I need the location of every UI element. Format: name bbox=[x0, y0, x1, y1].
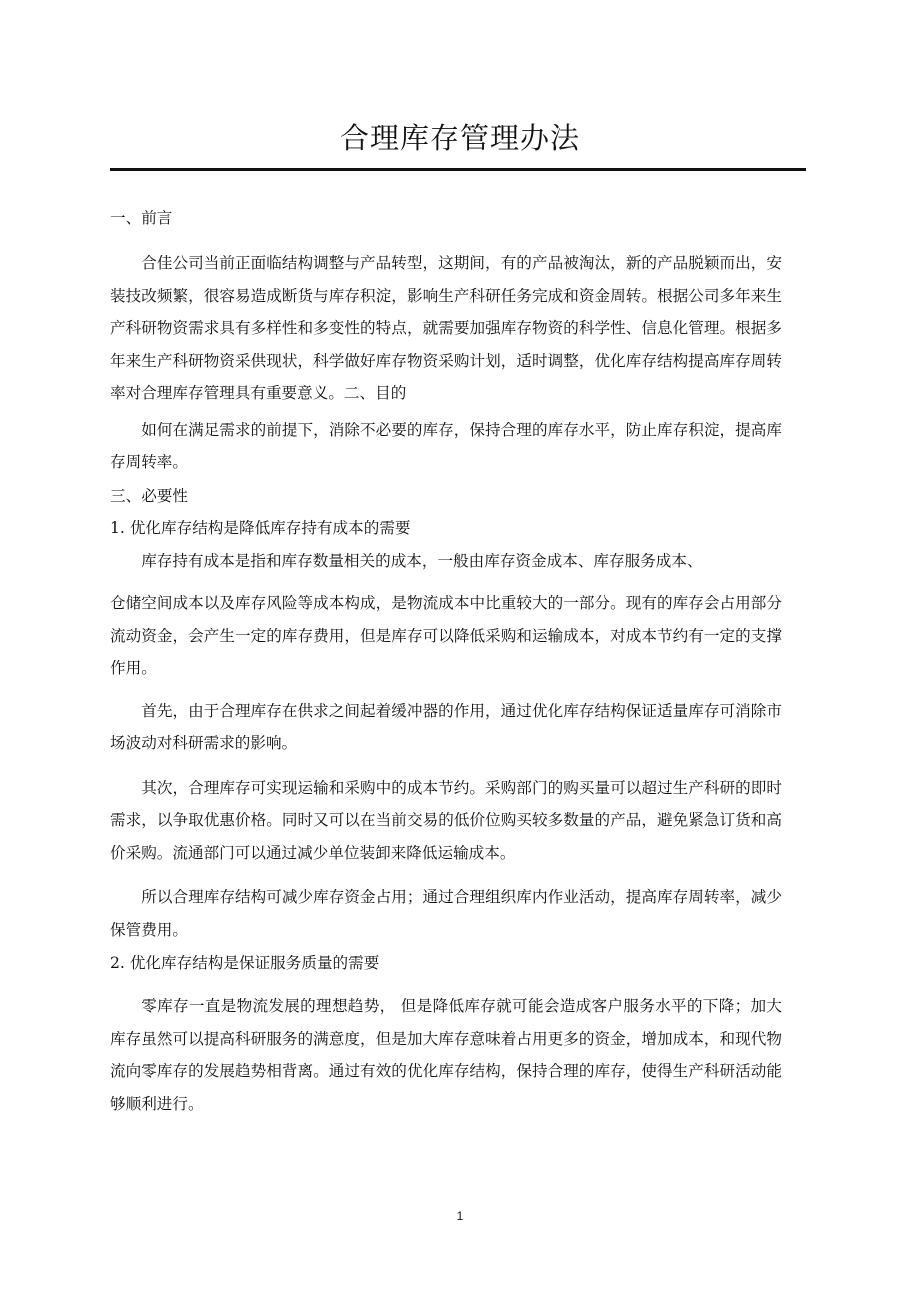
section-heading-preface: 一、前言 bbox=[110, 209, 173, 227]
paragraph-preface: 合佳公司当前正面临结构调整与产品转型，这期间，有的产品被淘汰，新的产品脱颖而出，安装技改频繁，很容易造成断货与库存积淀，影响生产科研任务完成和资金周转。根据公司多年来生产科研物资需求具有多样性和多变性的特点，就需要加强库存物资的科学性、信息化管理。根据多年来生产科研物资采供现状，科学做好库存物资采购计划，适时调整，优化库存结构提高库存周转率对合理库存管理具有重要意义。二、目的 bbox=[110, 254, 782, 402]
paragraph-therefore: 所以合理库存结构可减少库存资金占用；通过合理组织库内作业活动，提高库存周转率，减少保管费用。 bbox=[110, 888, 782, 939]
paragraph-zero-inventory: 零库存一直是物流发展的理想趋势， 但是降低库存就可能会造成客户服务水平的下降；加大库存虽然可以提高科研服务的满意度，但是加大库存意味着占用更多的资金，增加成本，和现代物流向零库存的发展趋势相背离。通过有效的优化库存结构，保持合理的库存，使得生产科研活动能够顺利进行。 bbox=[110, 997, 782, 1113]
document-body bbox=[110, 203, 782, 1120]
paragraph-holding-cost-continued: 仓储空间成本以及库存风险等成本构成，是物流成本中比重较大的一部分。现有的库存会占用部分流动资金，会产生一定的库存费用，但是库存可以降低采购和运输成本，对成本节约有一定的支撑作用。 bbox=[110, 594, 782, 677]
paragraph-holding-cost: 库存持有成本是指和库存数量相关的成本，一般由库存资金成本、库存服务成本、 bbox=[141, 551, 703, 570]
paragraph-secondly: 其次，合理库存可实现运输和采购中的成本节约。采购部门的购买量可以超过生产科研的即时需求，以争取优惠价格。同时又可以在当前交易的低价位购买较多数量的产品，避免紧急订货和高价采购。流通部门可以通过减少单位装卸来降低运输成本。 bbox=[110, 778, 782, 862]
section-heading-necessity: 三、必要性 bbox=[110, 486, 188, 505]
subsection-heading-cost: 1. 优化库存结构是降低库存持有成本的需要 bbox=[110, 518, 411, 537]
document-title: 合理库存管理办法 bbox=[339, 121, 580, 155]
title-divider bbox=[110, 168, 806, 171]
subsection-heading-service: 2. 优化库存结构是保证服务质量的需要 bbox=[110, 954, 380, 972]
paragraph-purpose: 如何在满足需求的前提下，消除不必要的库存，保持合理的库存水平，防止库存积淀，提高库存周转率。 bbox=[110, 420, 782, 471]
paragraph-firstly: 首先，由于合理库存在供求之间起着缓冲器的作用，通过优化库存结构保证适量库存可消除市场波动对科研需求的影响。 bbox=[110, 701, 782, 752]
page-number: 1 bbox=[456, 1209, 464, 1223]
